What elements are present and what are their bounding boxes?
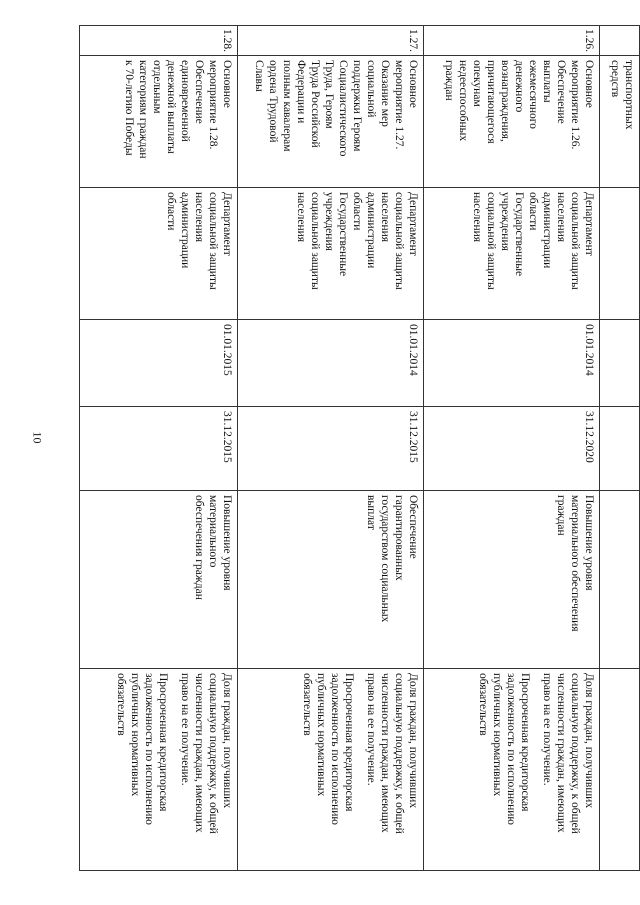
executor: Департамент социальной защиты населения администрации области Государственные учреждения социальной защиты населения: [470, 192, 595, 290]
expected-result: Повышение уровня материального обеспечения граждан: [192, 495, 233, 600]
table-row: [424, 26, 600, 871]
cont-num-cell: [600, 26, 640, 56]
end-date: 31.12.2015: [238, 407, 424, 491]
indicator-cell: [80, 669, 238, 871]
indicator-share: Доля граждан, получивших социальную поддержку, к общей численности граждан, имеющих право на ее получение.: [540, 673, 595, 834]
measure-name: Основное мероприятие 1.26. Обеспечение выплаты ежемесячного денежного вознаграждения, причитающегося опекунам недееспособных граждан: [442, 60, 595, 150]
table-row: [80, 26, 238, 871]
indicator-arrears: Просроченная кредиторская задолженность по исполнению публичных нормативных обязательств: [300, 673, 355, 826]
cont-end-cell: [600, 407, 640, 491]
end-date: 31.12.2015: [80, 407, 238, 491]
cont-indicator-cell: [600, 669, 640, 871]
indicator-share: Доля граждан, получивших социальную поддержку, к общей численности граждан, имеющих право на ее получение.: [178, 673, 233, 834]
indicator-cell: [424, 669, 600, 871]
cont-name-cell: [600, 56, 640, 188]
measure-name-cell: [80, 56, 238, 188]
start-date: 01.01.2015: [80, 320, 238, 407]
measures-table-frame: [80, 25, 640, 870]
cont-executor-cell: [600, 188, 640, 320]
cont-start-cell: [600, 320, 640, 407]
indicator-arrears: Просроченная кредиторская задолженность по исполнению публичных нормативных обязательств: [476, 673, 531, 826]
indicator-arrears: Просроченная кредиторская задолженность по исполнению публичных нормативных обязательств: [114, 673, 169, 826]
executor-cell: [238, 188, 424, 320]
row-number: 1.26.: [424, 26, 600, 56]
measure-name: Основное мероприятие 1.27. Оказание мер социальной поддержки Героям Социалистического Труда, Героям Труда Российской Федерации и полным кавалерам ордена Трудовой Славы: [252, 60, 419, 157]
measure-name-cell: [424, 56, 600, 188]
end-date: 31.12.2020: [424, 407, 600, 491]
executor-cell: [424, 188, 600, 320]
measures-table: [79, 25, 640, 871]
cont-result-cell: [600, 491, 640, 669]
cont-name: транспортных средств: [608, 60, 635, 130]
measure-name: Основное мероприятие 1.28. Обеспечение единовременной денежной выплаты отдельным категориям граждан к 70-летию Победы: [122, 60, 233, 159]
indicator-share: Доля граждан, получивших социальную поддержку, к общей численности граждан, имеющих право на ее получение.: [364, 673, 419, 834]
start-date: 01.01.2014: [424, 320, 600, 407]
expected-result-cell: [424, 491, 600, 669]
expected-result-cell: [238, 491, 424, 669]
expected-result: Повышение уровня материального обеспечения граждан: [554, 495, 595, 632]
expected-result: Обеспечение гарантированных государством социальных выплат: [364, 495, 419, 623]
row-number: 1.28.: [80, 26, 238, 56]
indicator-cell: [238, 669, 424, 871]
table-row-continuation: [600, 26, 640, 871]
measure-name-cell: [238, 56, 424, 188]
executor: Департамент социальной защиты населения администрации области: [164, 192, 233, 290]
page-number: 10: [30, 431, 45, 444]
executor-cell: [80, 188, 238, 320]
expected-result-cell: [80, 491, 238, 669]
table-row: [238, 26, 424, 871]
executor: Департамент социальной защиты населения администрации области Государственные учреждения социальной защиты населения: [294, 192, 419, 290]
row-number: 1.27.: [238, 26, 424, 56]
start-date: 01.01.2014: [238, 320, 424, 407]
